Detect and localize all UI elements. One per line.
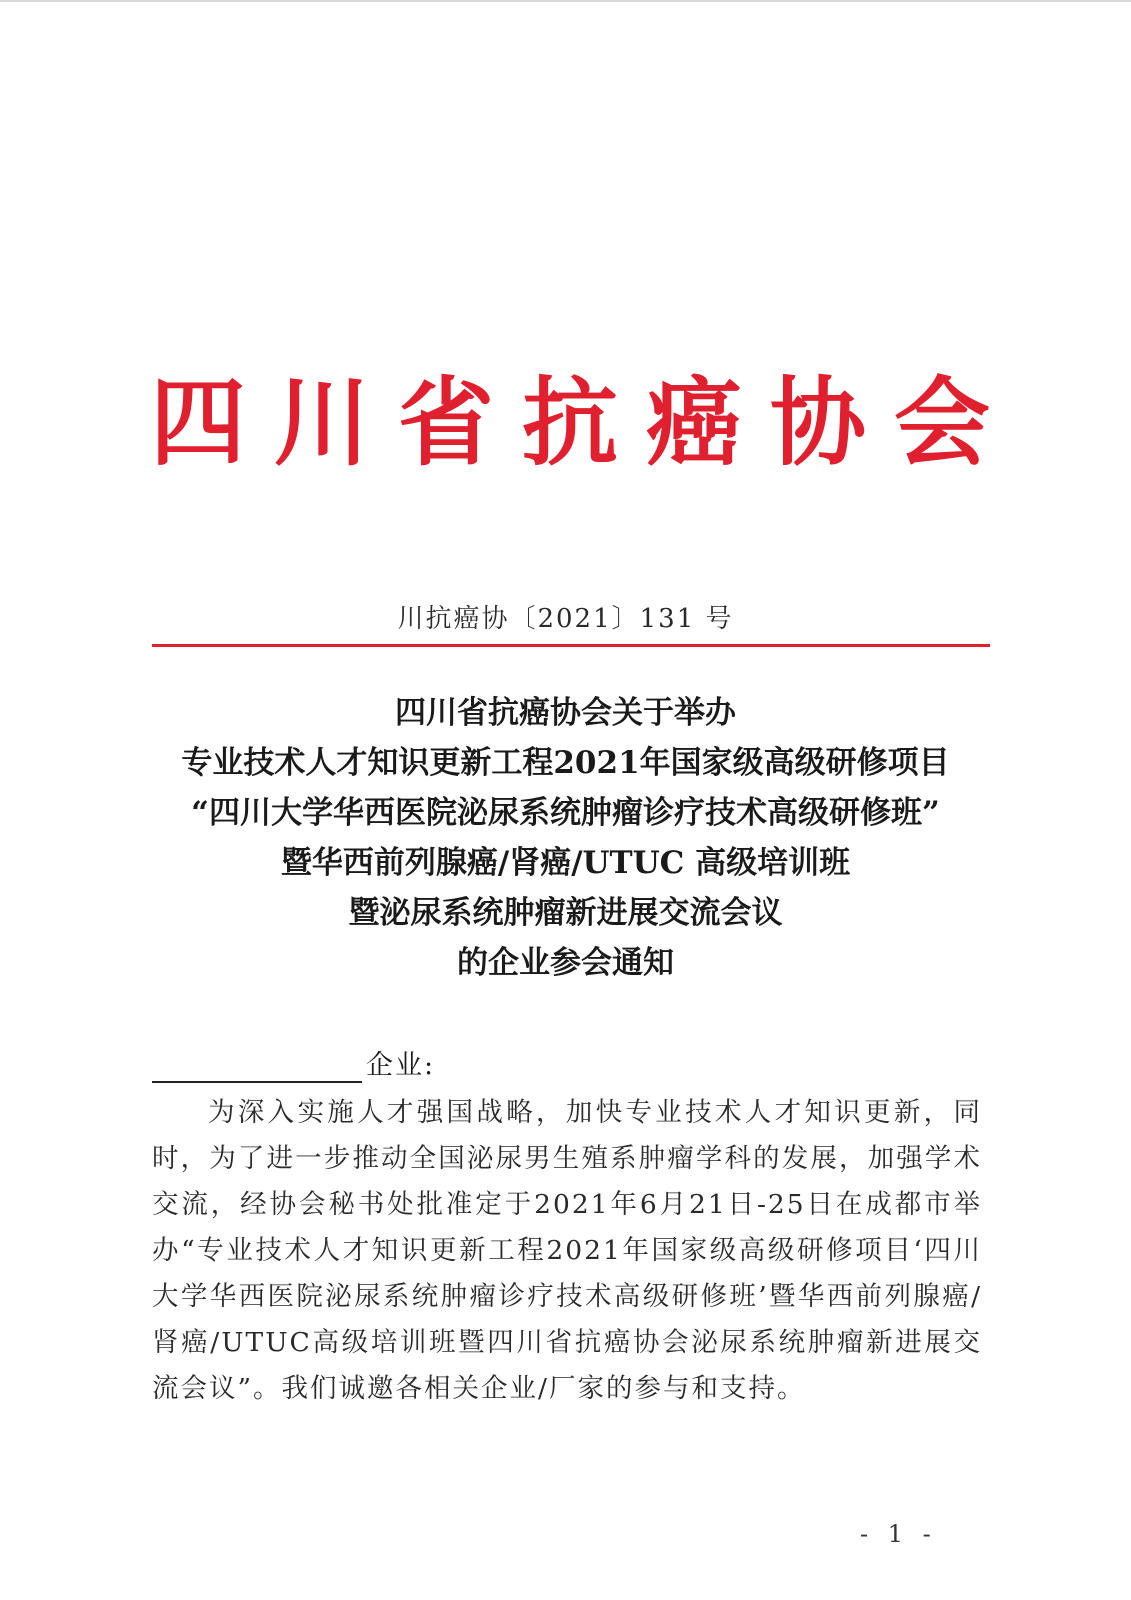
letterhead-title xyxy=(150,368,990,478)
title-line: 暨华西前列腺癌/肾癌/UTUC 高级培训班 xyxy=(280,845,851,881)
letterhead-char: 省 xyxy=(398,367,494,479)
letterhead-char: 协 xyxy=(770,367,866,479)
salutation-label: 企业: xyxy=(366,1050,436,1081)
letterhead-char: 抗 xyxy=(522,367,618,479)
title-line: 四川省抗癌协会关于举办 xyxy=(395,695,736,731)
notice-title xyxy=(100,688,1031,988)
letterhead-char: 癌 xyxy=(646,367,742,479)
letterhead-char: 四 xyxy=(150,367,246,479)
title-line: “四川大学华西医院泌尿系统肿瘤诊疗技术高级研修班” xyxy=(191,795,940,831)
title-line: 的企业参会通知 xyxy=(457,945,674,981)
title-line: 专业技术人才知识更新工程2021年国家级高级研修项目 xyxy=(181,745,950,781)
page-number: - 1 - xyxy=(860,1520,937,1548)
letterhead-char: 会 xyxy=(894,367,990,479)
company-name-blank xyxy=(152,1051,362,1083)
body-paragraph: 为深入实施人才强国战略，加快专业技术人才知识更新，同时，为了进一步推动全国泌尿男生殖系肿瘤学科的发展，加强学术交流，经协会秘书处批准定于2021年6月21日-25日在成都市举办“专业技术人才知识更新工程2021年国家级高级研修项目‘四川大学华西医院泌尿系统肿瘤诊疗技术高级研修班’暨华西前列腺癌/肾癌/UTUC高级培训班暨四川省抗癌协会泌尿系统肿瘤新进展交流会议”。我们诚邀各相关企业/厂家的参与和支持。 xyxy=(152,1097,982,1404)
document-number: 川抗癌协〔2021〕131 号 xyxy=(397,604,734,634)
letterhead-divider xyxy=(152,644,990,647)
salutation xyxy=(152,1043,435,1083)
title-line: 暨泌尿系统肿瘤新进展交流会议 xyxy=(348,895,783,931)
scan-edge xyxy=(0,0,1131,2)
letterhead-char: 川 xyxy=(274,367,370,479)
